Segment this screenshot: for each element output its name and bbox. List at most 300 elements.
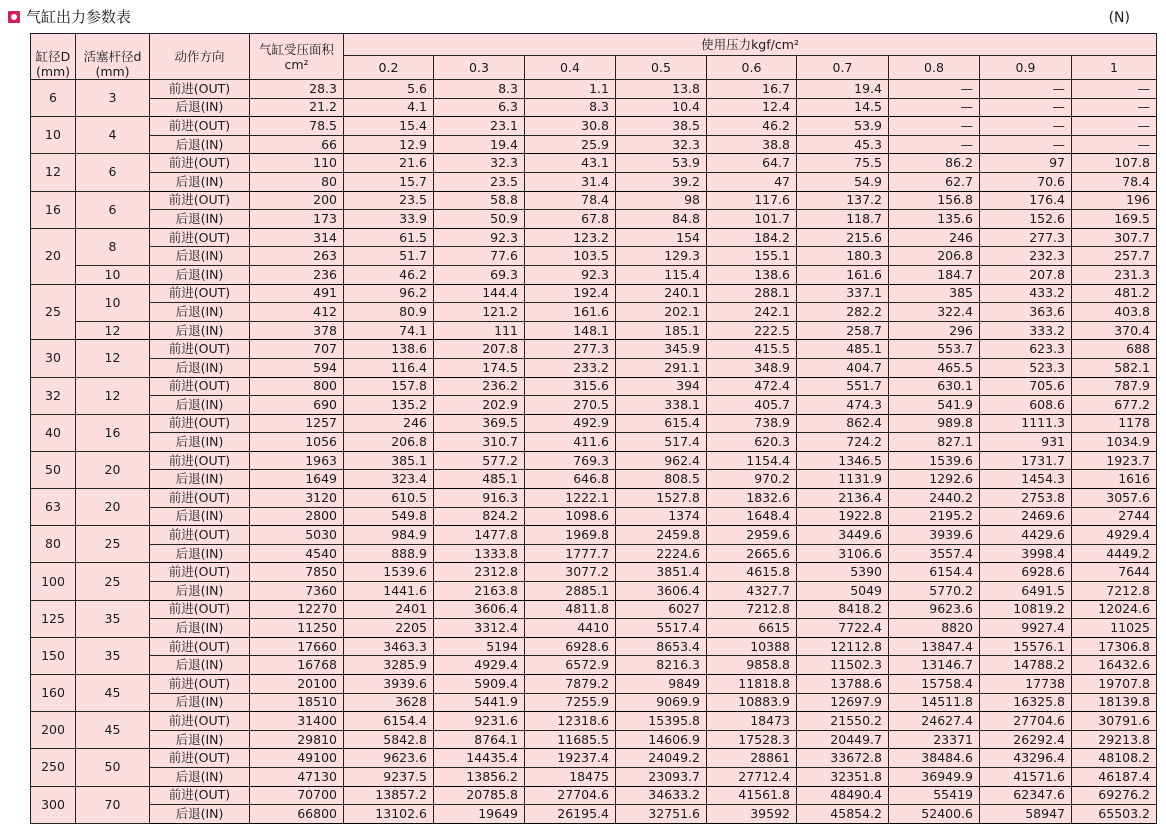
force-cell: 118.7 — [797, 210, 889, 229]
bore-cell: 25 — [31, 284, 76, 340]
direction-cell: 前进(OUT) — [150, 600, 250, 619]
force-cell: 787.9 — [1072, 377, 1157, 396]
force-cell: 2459.8 — [616, 526, 707, 545]
table-row — [31, 544, 1157, 563]
direction-cell: 前进(OUT) — [150, 191, 250, 210]
bore-cell: 160 — [31, 675, 76, 712]
force-cell: 5909.4 — [434, 675, 525, 694]
table-row — [31, 451, 1157, 470]
force-cell: 4449.2 — [1072, 544, 1157, 563]
force-cell: 246 — [889, 228, 980, 247]
force-cell: 135.2 — [344, 396, 434, 415]
force-cell: 1832.6 — [707, 489, 797, 508]
force-cell: 8653.4 — [616, 637, 707, 656]
force-cell: — — [1072, 135, 1157, 154]
force-cell: 433.2 — [980, 284, 1072, 303]
area-cell: 49100 — [250, 749, 344, 768]
force-cell: 3606.4 — [434, 600, 525, 619]
header-area — [250, 34, 344, 80]
force-cell: 11818.8 — [707, 675, 797, 694]
table-row — [31, 172, 1157, 191]
force-cell: 15.4 — [344, 117, 434, 136]
table-row — [31, 507, 1157, 526]
force-cell: 6491.5 — [980, 582, 1072, 601]
table-row — [31, 786, 1157, 805]
header-area-unit: cm² — [284, 56, 309, 72]
force-cell: 32751.6 — [616, 805, 707, 824]
force-cell: 1477.8 — [434, 526, 525, 545]
force-cell: 307.7 — [1072, 228, 1157, 247]
force-cell: 8820 — [889, 619, 980, 638]
force-cell: 724.2 — [797, 433, 889, 452]
direction-cell: 后退(IN) — [150, 247, 250, 266]
force-cell: 48490.4 — [797, 786, 889, 805]
force-cell: 169.5 — [1072, 210, 1157, 229]
header-bore — [31, 34, 76, 80]
force-cell: 705.6 — [980, 377, 1072, 396]
force-cell: 52400.6 — [889, 805, 980, 824]
force-cell: 115.4 — [616, 265, 707, 284]
direction-cell: 后退(IN) — [150, 321, 250, 340]
force-cell: 16325.8 — [980, 693, 1072, 712]
force-cell: 394 — [616, 377, 707, 396]
area-cell: 707 — [250, 340, 344, 359]
force-cell: 16432.6 — [1072, 656, 1157, 675]
force-cell: 9927.4 — [980, 619, 1072, 638]
force-cell: 233.2 — [525, 358, 616, 377]
table-body — [31, 80, 1157, 824]
force-cell: 240.1 — [616, 284, 707, 303]
table-row — [31, 489, 1157, 508]
table-row — [31, 637, 1157, 656]
force-cell: 3449.6 — [797, 526, 889, 545]
force-cell: 738.9 — [707, 414, 797, 433]
force-cell: 4410 — [525, 619, 616, 638]
force-cell: 24627.4 — [889, 712, 980, 731]
force-cell: 3106.6 — [797, 544, 889, 563]
force-cell: 465.5 — [889, 358, 980, 377]
force-cell: 2744 — [1072, 507, 1157, 526]
force-cell: 180.3 — [797, 247, 889, 266]
force-cell: 64.7 — [707, 154, 797, 173]
force-cell: 369.5 — [434, 414, 525, 433]
force-cell: 185.1 — [616, 321, 707, 340]
header-pressure — [344, 34, 1157, 56]
force-cell: 13102.6 — [344, 805, 434, 824]
area-cell: 29810 — [250, 730, 344, 749]
force-cell: 53.9 — [616, 154, 707, 173]
area-cell: 21.2 — [250, 98, 344, 117]
area-cell: 70700 — [250, 786, 344, 805]
bore-cell: 300 — [31, 786, 76, 823]
area-cell: 200 — [250, 191, 344, 210]
force-cell: 6928.6 — [525, 637, 616, 656]
force-cell: 215.6 — [797, 228, 889, 247]
force-cell: 17738 — [980, 675, 1072, 694]
area-cell: 3120 — [250, 489, 344, 508]
bore-cell: 30 — [31, 340, 76, 377]
force-cell: 32.3 — [434, 154, 525, 173]
force-cell: 862.4 — [797, 414, 889, 433]
force-cell: 4615.8 — [707, 563, 797, 582]
direction-cell: 后退(IN) — [150, 172, 250, 191]
force-cell: 111 — [434, 321, 525, 340]
area-cell: 173 — [250, 210, 344, 229]
force-cell: 3939.6 — [889, 526, 980, 545]
force-cell: 12.4 — [707, 98, 797, 117]
rod-cell: 35 — [76, 600, 150, 637]
force-cell: 19.4 — [797, 80, 889, 99]
direction-cell: 后退(IN) — [150, 396, 250, 415]
force-cell: 5842.8 — [344, 730, 434, 749]
table-row — [31, 656, 1157, 675]
force-cell: 7879.2 — [525, 675, 616, 694]
force-cell: 78.4 — [1072, 172, 1157, 191]
force-cell: 28861 — [707, 749, 797, 768]
force-cell: 415.5 — [707, 340, 797, 359]
force-cell: 14.5 — [797, 98, 889, 117]
header-pressure-5: 0.7 — [797, 56, 889, 80]
table-row — [31, 135, 1157, 154]
direction-cell: 后退(IN) — [150, 656, 250, 675]
force-cell: 78.4 — [525, 191, 616, 210]
force-cell: 154 — [616, 228, 707, 247]
force-cell: 92.3 — [434, 228, 525, 247]
force-cell: 14435.4 — [434, 749, 525, 768]
force-cell: 5194 — [434, 637, 525, 656]
force-cell: 23.5 — [434, 172, 525, 191]
force-cell: 12.9 — [344, 135, 434, 154]
force-cell: 2885.1 — [525, 582, 616, 601]
force-cell: 4811.8 — [525, 600, 616, 619]
force-cell: — — [1072, 98, 1157, 117]
area-cell: 5030 — [250, 526, 344, 545]
force-cell: 1539.6 — [889, 451, 980, 470]
force-cell: 51.7 — [344, 247, 434, 266]
force-cell: 192.4 — [525, 284, 616, 303]
table-row — [31, 284, 1157, 303]
area-cell: 594 — [250, 358, 344, 377]
area-cell: 80 — [250, 172, 344, 191]
bore-cell: 10 — [31, 117, 76, 154]
force-cell: 19649 — [434, 805, 525, 824]
table-row — [31, 228, 1157, 247]
force-cell: 48108.2 — [1072, 749, 1157, 768]
area-cell: 1649 — [250, 470, 344, 489]
force-cell: 1098.6 — [525, 507, 616, 526]
force-cell: — — [980, 80, 1072, 99]
bore-cell: 250 — [31, 749, 76, 786]
force-cell: 23371 — [889, 730, 980, 749]
force-cell: 2224.6 — [616, 544, 707, 563]
direction-cell: 后退(IN) — [150, 265, 250, 284]
table-row — [31, 693, 1157, 712]
table-row — [31, 433, 1157, 452]
rod-cell: 12 — [76, 377, 150, 414]
force-cell: 10.4 — [616, 98, 707, 117]
force-cell: 5.6 — [344, 80, 434, 99]
rod-cell: 6 — [76, 154, 150, 191]
force-cell: 492.9 — [525, 414, 616, 433]
bullet-square-icon — [8, 11, 20, 23]
force-cell: 1648.4 — [707, 507, 797, 526]
header-pressure-8: 1 — [1072, 56, 1157, 80]
force-cell: 7722.4 — [797, 619, 889, 638]
force-cell: 2205 — [344, 619, 434, 638]
force-cell: 2440.2 — [889, 489, 980, 508]
header-bore-label: 缸径D (mm) — [35, 49, 71, 79]
bore-cell: 32 — [31, 377, 76, 414]
force-cell: 474.3 — [797, 396, 889, 415]
force-cell: 46187.4 — [1072, 767, 1157, 786]
force-cell: 26195.4 — [525, 805, 616, 824]
force-cell: 1374 — [616, 507, 707, 526]
force-cell: 3077.2 — [525, 563, 616, 582]
area-cell: 1257 — [250, 414, 344, 433]
force-cell: 2959.6 — [707, 526, 797, 545]
header-pressure-4: 0.6 — [707, 56, 797, 80]
force-cell: 161.6 — [797, 265, 889, 284]
force-cell: 39.2 — [616, 172, 707, 191]
area-cell: 28.3 — [250, 80, 344, 99]
force-cell: 3998.4 — [980, 544, 1072, 563]
force-cell: 6928.6 — [980, 563, 1072, 582]
direction-cell: 前进(OUT) — [150, 154, 250, 173]
force-cell: 30791.6 — [1072, 712, 1157, 731]
force-cell: 1292.6 — [889, 470, 980, 489]
force-cell: 38.8 — [707, 135, 797, 154]
direction-cell: 前进(OUT) — [150, 80, 250, 99]
force-cell: 517.4 — [616, 433, 707, 452]
force-cell: 485.1 — [434, 470, 525, 489]
force-cell: 222.5 — [707, 321, 797, 340]
header — [0, 0, 1166, 30]
force-cell: 688 — [1072, 340, 1157, 359]
area-cell: 378 — [250, 321, 344, 340]
force-cell: 15.7 — [344, 172, 434, 191]
force-cell: 13847.4 — [889, 637, 980, 656]
force-cell: 7644 — [1072, 563, 1157, 582]
force-cell: 2195.2 — [889, 507, 980, 526]
force-cell: 23093.7 — [616, 767, 707, 786]
table-row — [31, 396, 1157, 415]
force-cell: 98 — [616, 191, 707, 210]
direction-cell: 前进(OUT) — [150, 284, 250, 303]
force-cell: 1454.3 — [980, 470, 1072, 489]
force-cell: 31.4 — [525, 172, 616, 191]
force-cell: 3606.4 — [616, 582, 707, 601]
table-row — [31, 265, 1157, 284]
force-cell: 157.8 — [344, 377, 434, 396]
force-cell: 29213.8 — [1072, 730, 1157, 749]
force-cell: 523.3 — [980, 358, 1072, 377]
table-row — [31, 358, 1157, 377]
direction-cell: 前进(OUT) — [150, 712, 250, 731]
force-cell: 43.1 — [525, 154, 616, 173]
force-cell: 6572.9 — [525, 656, 616, 675]
force-cell: 1.1 — [525, 80, 616, 99]
area-cell: 491 — [250, 284, 344, 303]
area-cell: 314 — [250, 228, 344, 247]
force-cell: 8216.3 — [616, 656, 707, 675]
force-cell: 231.3 — [1072, 265, 1157, 284]
table-row — [31, 191, 1157, 210]
force-cell: 481.2 — [1072, 284, 1157, 303]
table-row — [31, 582, 1157, 601]
force-cell: 24049.2 — [616, 749, 707, 768]
area-cell: 412 — [250, 303, 344, 322]
force-cell: 2665.6 — [707, 544, 797, 563]
rod-cell: 35 — [76, 637, 150, 674]
rod-cell: 45 — [76, 675, 150, 712]
force-cell: 20449.7 — [797, 730, 889, 749]
force-cell: 551.7 — [797, 377, 889, 396]
direction-cell: 前进(OUT) — [150, 340, 250, 359]
direction-cell: 前进(OUT) — [150, 117, 250, 136]
area-cell: 11250 — [250, 619, 344, 638]
force-cell: 970.2 — [707, 470, 797, 489]
force-cell: 404.7 — [797, 358, 889, 377]
direction-cell: 前进(OUT) — [150, 228, 250, 247]
direction-cell: 前进(OUT) — [150, 451, 250, 470]
force-cell: — — [889, 98, 980, 117]
force-cell: 333.2 — [980, 321, 1072, 340]
force-cell: 80.9 — [344, 303, 434, 322]
force-cell: 257.7 — [1072, 247, 1157, 266]
table-row — [31, 247, 1157, 266]
force-cell: 2136.4 — [797, 489, 889, 508]
force-cell: 315.6 — [525, 377, 616, 396]
direction-cell: 后退(IN) — [150, 358, 250, 377]
force-cell: 19707.8 — [1072, 675, 1157, 694]
force-cell: 32351.8 — [797, 767, 889, 786]
force-cell: 32.3 — [616, 135, 707, 154]
area-cell: 1056 — [250, 433, 344, 452]
area-cell: 78.5 — [250, 117, 344, 136]
force-cell: 23.1 — [434, 117, 525, 136]
table-row — [31, 303, 1157, 322]
direction-cell: 后退(IN) — [150, 303, 250, 322]
force-cell: 107.8 — [1072, 154, 1157, 173]
direction-cell: 后退(IN) — [150, 544, 250, 563]
area-cell: 110 — [250, 154, 344, 173]
table-row — [31, 470, 1157, 489]
force-cell: 288.1 — [707, 284, 797, 303]
force-cell: 53.9 — [797, 117, 889, 136]
force-cell: 291.1 — [616, 358, 707, 377]
table-row — [31, 340, 1157, 359]
table-row — [31, 730, 1157, 749]
force-cell: 916.3 — [434, 489, 525, 508]
area-cell: 17660 — [250, 637, 344, 656]
force-cell: 246 — [344, 414, 434, 433]
rod-cell: 45 — [76, 712, 150, 749]
header-pressure-3: 0.5 — [616, 56, 707, 80]
force-cell: 4327.7 — [707, 582, 797, 601]
force-cell: 176.4 — [980, 191, 1072, 210]
rod-cell: 10 — [76, 284, 150, 321]
force-cell: 25.9 — [525, 135, 616, 154]
force-cell: 27704.6 — [525, 786, 616, 805]
force-cell: 13146.7 — [889, 656, 980, 675]
area-cell: 12270 — [250, 600, 344, 619]
force-cell: 620.3 — [707, 433, 797, 452]
force-cell: 348.9 — [707, 358, 797, 377]
bore-cell: 80 — [31, 526, 76, 563]
force-cell: 17528.3 — [707, 730, 797, 749]
force-cell: 3628 — [344, 693, 434, 712]
force-cell: 27704.6 — [980, 712, 1072, 731]
force-cell: 137.2 — [797, 191, 889, 210]
force-cell: 69.3 — [434, 265, 525, 284]
force-cell: 1178 — [1072, 414, 1157, 433]
direction-cell: 后退(IN) — [150, 135, 250, 154]
page-title: 气缸出力参数表 — [26, 8, 132, 26]
force-cell: 405.7 — [707, 396, 797, 415]
force-cell: 3851.4 — [616, 563, 707, 582]
table-row — [31, 98, 1157, 117]
force-cell: 277.3 — [980, 228, 1072, 247]
force-cell: 11025 — [1072, 619, 1157, 638]
table-row — [31, 526, 1157, 545]
force-cell: 18473 — [707, 712, 797, 731]
force-cell: 888.9 — [344, 544, 434, 563]
table-row — [31, 712, 1157, 731]
force-cell: 345.9 — [616, 340, 707, 359]
force-cell: 5441.9 — [434, 693, 525, 712]
force-cell: 14788.2 — [980, 656, 1072, 675]
force-cell: 282.2 — [797, 303, 889, 322]
force-cell: 184.2 — [707, 228, 797, 247]
bore-cell: 40 — [31, 414, 76, 451]
force-cell: 36949.9 — [889, 767, 980, 786]
force-cell: 21.6 — [344, 154, 434, 173]
force-cell: 116.4 — [344, 358, 434, 377]
direction-cell: 后退(IN) — [150, 210, 250, 229]
table-row — [31, 749, 1157, 768]
direction-cell: 后退(IN) — [150, 582, 250, 601]
force-cell: 323.4 — [344, 470, 434, 489]
rod-cell: 25 — [76, 563, 150, 600]
force-cell: 10883.9 — [707, 693, 797, 712]
force-cell: 2312.8 — [434, 563, 525, 582]
area-cell: 31400 — [250, 712, 344, 731]
force-cell: 1527.8 — [616, 489, 707, 508]
force-cell: 610.5 — [344, 489, 434, 508]
force-cell: 67.8 — [525, 210, 616, 229]
force-cell: 207.8 — [980, 265, 1072, 284]
force-cell: 33672.8 — [797, 749, 889, 768]
force-cell: 5517.4 — [616, 619, 707, 638]
table-row — [31, 767, 1157, 786]
force-cell: 9623.6 — [889, 600, 980, 619]
force-cell: 15395.8 — [616, 712, 707, 731]
force-cell: 962.4 — [616, 451, 707, 470]
force-cell: 202.1 — [616, 303, 707, 322]
area-cell: 2800 — [250, 507, 344, 526]
force-cell: 296 — [889, 321, 980, 340]
force-cell: 21550.2 — [797, 712, 889, 731]
force-cell: — — [1072, 80, 1157, 99]
force-cell: 808.5 — [616, 470, 707, 489]
force-cell: 623.3 — [980, 340, 1072, 359]
direction-cell: 后退(IN) — [150, 507, 250, 526]
force-cell: 96.2 — [344, 284, 434, 303]
force-cell: 13857.2 — [344, 786, 434, 805]
force-cell: 202.9 — [434, 396, 525, 415]
force-cell: 9237.5 — [344, 767, 434, 786]
direction-cell: 后退(IN) — [150, 805, 250, 824]
